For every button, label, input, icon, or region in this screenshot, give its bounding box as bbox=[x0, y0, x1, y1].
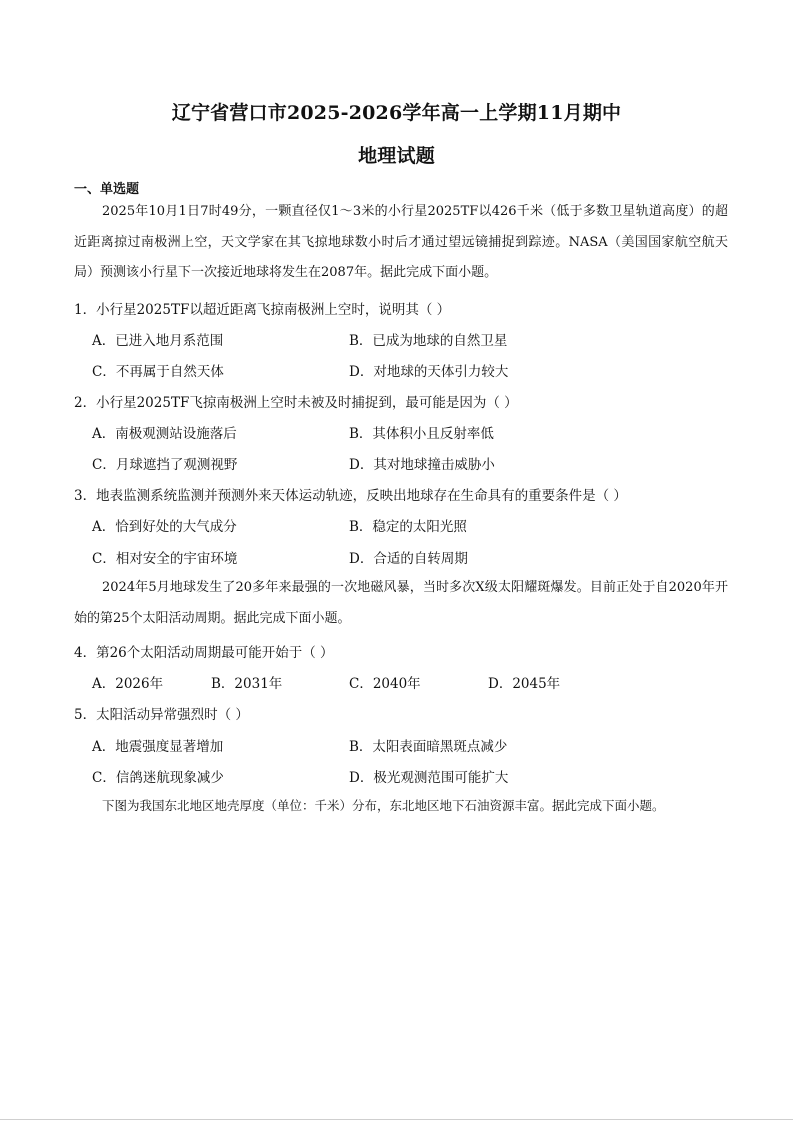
question-2-option-b[interactable]: B．其体积小且反射率低 bbox=[349, 426, 494, 442]
passage-1: 2025年10月1日7时49分，一颗直径仅1～3米的小行星2025TF以426千米（低于多数卫星轨道高度）的超近距离掠过南极洲上空，天文学家在其飞掠地球数小时后才通过望远镜捕捉到踪迹。NASA（美国国家航空航天局）预测该小行星下一次接近地球将发生在2087年。据此完成下面小题。 bbox=[74, 204, 728, 280]
question-3-option-b[interactable]: B．稳定的太阳光照 bbox=[349, 519, 467, 535]
question-1-option-c[interactable]: C．不再属于自然天体 bbox=[92, 364, 224, 380]
question-2-option-c[interactable]: C．月球遮挡了观测视野 bbox=[92, 457, 238, 473]
question-4-option-b[interactable]: B．2031年 bbox=[211, 676, 283, 692]
question-4-stem: 4．第26个太阳活动周期最可能开始于（ ） bbox=[74, 645, 334, 661]
passage-2: 2024年5月地球发生了20多年来最强的一次地磁风暴，当时多次X级太阳耀斑爆发。目前正处于自2020年开始的第25个太阳活动周期。据此完成下面小题。 bbox=[74, 580, 728, 626]
question-3-option-c[interactable]: C．相对安全的宇宙环境 bbox=[92, 551, 238, 567]
question-4-option-c[interactable]: C．2040年 bbox=[349, 676, 421, 692]
question-5-stem: 5．太阳活动异常强烈时（ ） bbox=[74, 707, 249, 723]
section-heading: 一、单选题 bbox=[74, 182, 140, 197]
question-2-option-d[interactable]: D．其对地球撞击威胁小 bbox=[349, 457, 495, 473]
question-4-option-a[interactable]: A．2026年 bbox=[92, 676, 164, 692]
question-1-option-b[interactable]: B．已成为地球的自然卫星 bbox=[349, 333, 508, 349]
question-1-option-d[interactable]: D．对地球的天体引力较大 bbox=[349, 364, 509, 380]
page-bottom-divider bbox=[0, 1119, 793, 1120]
question-1-stem: 1．小行星2025TF以超近距离飞掠南极洲上空时，说明其（ ） bbox=[74, 302, 451, 318]
question-1-option-a[interactable]: A．已进入地月系范围 bbox=[92, 333, 224, 349]
question-3-stem: 3．地表监测系统监测并预测外来天体运动轨迹，反映出地球存在生命具有的重要条件是（ ） bbox=[74, 488, 627, 504]
question-5-option-c[interactable]: C．信鸽迷航现象减少 bbox=[92, 770, 224, 786]
question-5-option-b[interactable]: B．太阳表面暗黑斑点减少 bbox=[349, 739, 508, 755]
question-3-option-a[interactable]: A．恰到好处的大气成分 bbox=[92, 519, 237, 535]
question-2-stem: 2．小行星2025TF飞掠南极洲上空时未被及时捕捉到，最可能是因为（ ） bbox=[74, 395, 518, 411]
question-2-option-a[interactable]: A．南极观测站设施落后 bbox=[92, 426, 237, 442]
question-5-option-a[interactable]: A．地震强度显著增加 bbox=[92, 739, 224, 755]
page-title: 辽宁省营口市2025-2026学年高一上学期11月期中 bbox=[171, 102, 622, 124]
question-4-option-d[interactable]: D．2045年 bbox=[488, 676, 561, 692]
question-3-option-d[interactable]: D．合适的自转周期 bbox=[349, 551, 468, 567]
question-5-option-d[interactable]: D．极光观测范围可能扩大 bbox=[349, 770, 509, 786]
passage-3: 下图为我国东北地区地壳厚度（单位：千米）分布，东北地区地下石油资源丰富。据此完成下面小题。 bbox=[102, 798, 665, 813]
page-subtitle: 地理试题 bbox=[358, 145, 435, 167]
